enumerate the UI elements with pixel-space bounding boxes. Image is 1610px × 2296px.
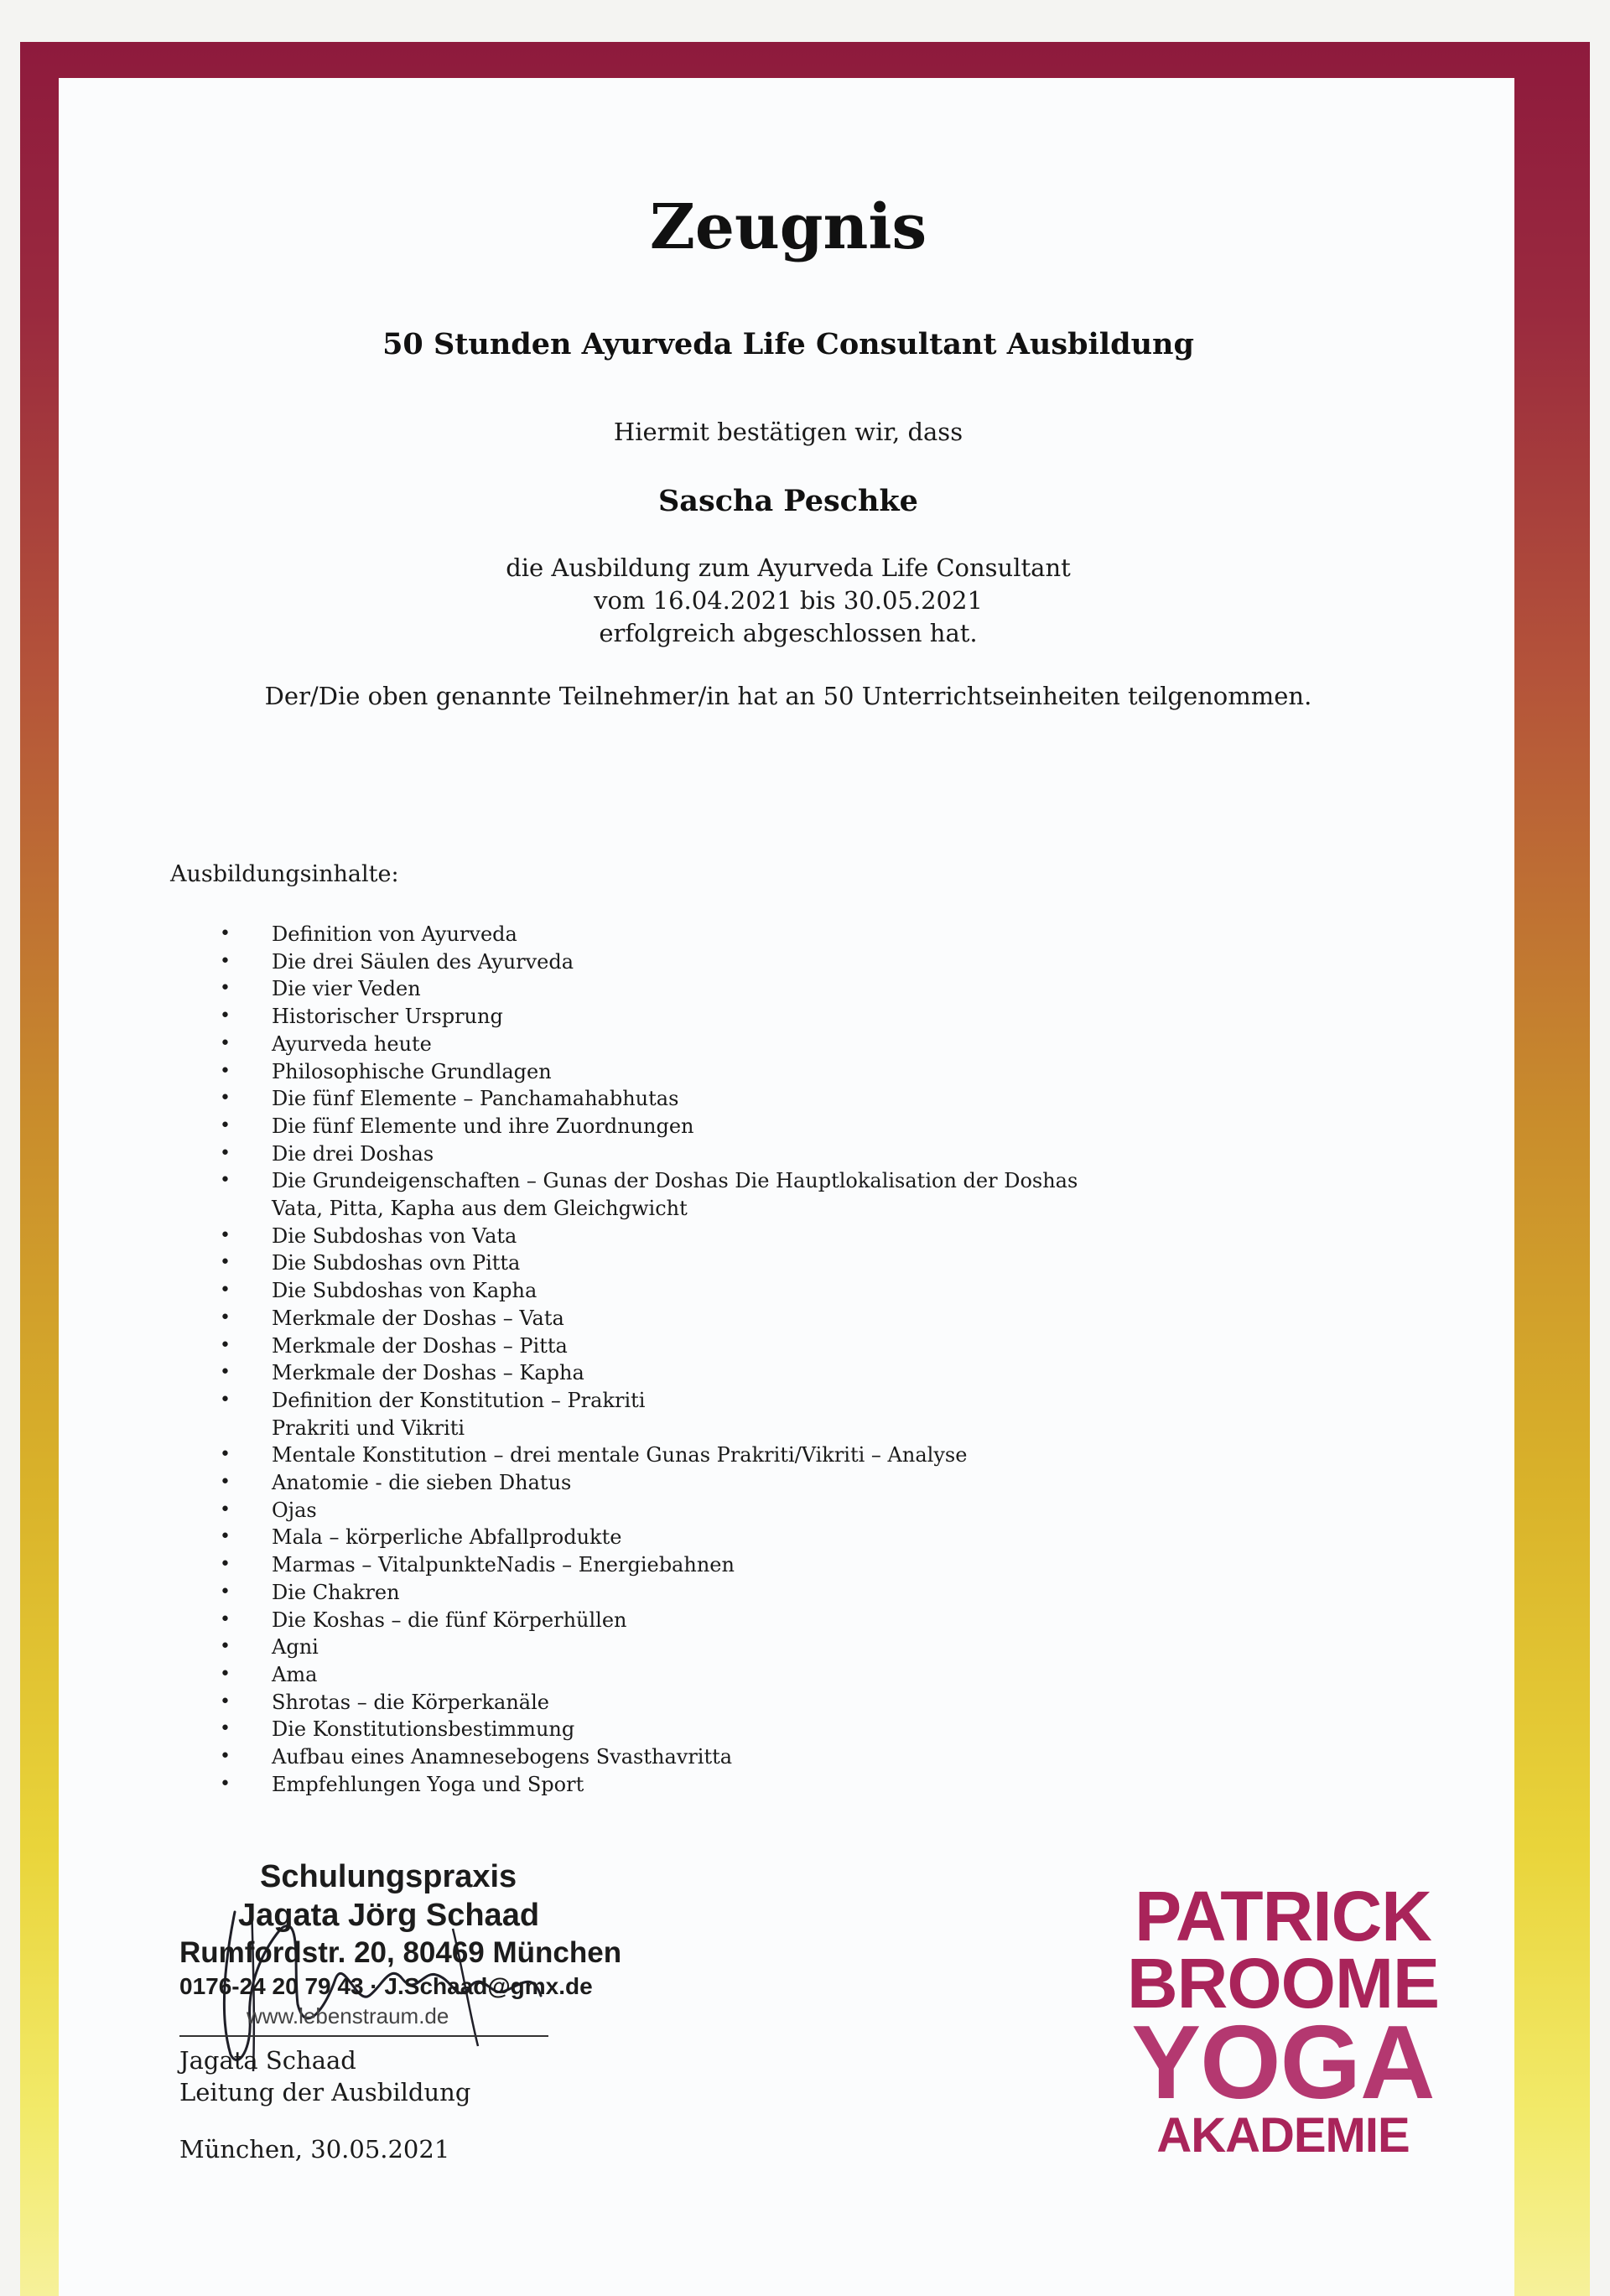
contents-item-text: Die Subdoshas von Kapha — [272, 1279, 538, 1303]
contents-item — [220, 1167, 1184, 1195]
bullet-icon: • — [220, 923, 231, 944]
contents-item — [220, 975, 1184, 1003]
period-line: vom 16.04.2021 bis 30.05.2021 — [594, 586, 983, 615]
contents-item — [220, 1743, 1184, 1771]
bullet-icon: • — [220, 1060, 231, 1082]
bullet-icon: • — [220, 1773, 231, 1795]
contents-item — [220, 1469, 1184, 1497]
contents-item — [220, 1277, 1184, 1305]
contents-item-text: Anatomie - die sieben Dhatus — [272, 1471, 572, 1495]
place-date: München, 30.05.2021 — [179, 2135, 450, 2164]
signer-role: Leitung der Ausbildung — [179, 2078, 471, 2106]
logo-line-broome: BROOME — [1127, 1944, 1439, 2023]
contents-item — [220, 1607, 1184, 1634]
bullet-icon: • — [220, 1636, 231, 1658]
contents-item — [220, 1195, 1184, 1223]
contents-item-text: Merkmale der Doshas – Kapha — [272, 1361, 584, 1385]
bullet-icon: • — [220, 1252, 231, 1274]
contents-list — [220, 921, 1184, 1799]
contents-item-text: Prakriti und Vikriti — [272, 1416, 465, 1440]
contents-item-text: Die drei Doshas — [272, 1141, 434, 1166]
contents-item-text: Marmas – VitalpunkteNadis – Energiebahnen — [272, 1553, 735, 1577]
bullet-icon: • — [220, 1718, 231, 1740]
bullet-icon: • — [220, 1170, 231, 1192]
bullet-icon: • — [220, 1499, 231, 1520]
bullet-icon: • — [220, 1444, 231, 1466]
contents-item-text: Die Konstitutionsbestimmung — [272, 1717, 575, 1742]
logo-line-patrick: PATRICK — [1135, 1877, 1431, 1956]
stamp-line-contact: 0176-24 20 79 43 · J.Schaad@gmx.de — [179, 1973, 593, 1999]
contents-item — [220, 1359, 1184, 1387]
bullet-icon: • — [220, 1691, 231, 1712]
confirm-text: Hiermit bestätigen wir, dass — [613, 418, 963, 446]
contents-item-text: Ojas — [272, 1498, 317, 1522]
contents-item — [220, 1140, 1184, 1168]
contents-item — [220, 1223, 1184, 1250]
bullet-icon: • — [220, 1005, 231, 1027]
contents-item — [220, 1031, 1184, 1058]
bullet-icon: • — [220, 1224, 231, 1246]
stamp-line-address: Rumfordstr. 20, 80469 München — [179, 1936, 622, 1969]
contents-item-text: Aufbau eines Anamnesebogens Svasthavritta — [272, 1745, 733, 1769]
contents-item — [220, 1551, 1184, 1579]
contents-item — [220, 948, 1184, 976]
bullet-icon: • — [220, 950, 231, 972]
contents-item — [220, 1524, 1184, 1551]
contents-item — [220, 1058, 1184, 1086]
contents-item-text: Mala – körperliche Abfallprodukte — [272, 1525, 622, 1550]
bullet-icon: • — [220, 1554, 231, 1576]
contents-item — [220, 1634, 1184, 1661]
contents-item — [220, 1387, 1184, 1415]
bullet-icon: • — [220, 978, 231, 1000]
certificate-subtitle: 50 Stunden Ayurveda Life Consultant Ausbildung — [382, 327, 1194, 361]
bullet-icon: • — [220, 1472, 231, 1493]
bullet-icon: • — [220, 1142, 231, 1164]
contents-item-text: Die fünf Elemente und ihre Zuordnungen — [272, 1114, 694, 1138]
contents-item — [220, 1441, 1184, 1469]
bullet-icon: • — [220, 1032, 231, 1054]
academy-logo — [1115, 1877, 1451, 2163]
contents-item — [220, 1305, 1184, 1332]
bullet-icon: • — [220, 1334, 231, 1356]
stamp-line-website: www.lebenstraum.de — [247, 2003, 449, 2028]
contents-item-text: Definition von Ayurveda — [272, 922, 517, 946]
contents-item-text: Historischer Ursprung — [272, 1005, 503, 1029]
contents-item-text: Die Subdoshas von Vata — [272, 1223, 517, 1248]
contents-item-text: Die drei Säulen des Ayurveda — [272, 949, 574, 974]
signature-line — [179, 2035, 548, 2037]
participant-name: Sascha Peschke — [658, 484, 918, 518]
contents-item-text: Die Chakren — [272, 1580, 400, 1604]
contents-item — [220, 1415, 1184, 1442]
participation-line: Der/Die oben genannte Teilnehmer/in hat an 50 Unterrichtseinheiten teilgenommen. — [264, 682, 1312, 710]
contents-item-text: Vata, Pitta, Kapha aus dem Gleichgwicht — [272, 1197, 688, 1221]
stamp-line-school: Schulungspraxis — [260, 1859, 517, 1894]
contents-item-text: Empfehlungen Yoga und Sport — [272, 1772, 584, 1796]
contents-item-text: Die Koshas – die fünf Körperhüllen — [272, 1608, 627, 1632]
contents-item-text: Merkmale der Doshas – Vata — [272, 1306, 564, 1330]
signer-name: Jagata Schaad — [179, 2046, 356, 2075]
bullet-icon: • — [220, 1306, 231, 1328]
logo-line-akademie: AKADEMIE — [1156, 2108, 1410, 2163]
contents-item-text: Die Subdoshas ovn Pitta — [272, 1251, 521, 1275]
bullet-icon: • — [220, 1663, 231, 1685]
school-stamp — [179, 1857, 621, 2030]
contents-item-text: Shrotas – die Körperkanäle — [272, 1690, 549, 1714]
contents-item-text: Philosophische Grundlagen — [272, 1059, 552, 1083]
contents-item — [220, 1085, 1184, 1113]
bullet-icon: • — [220, 1362, 231, 1384]
contents-item — [220, 1003, 1184, 1031]
contents-item — [220, 1249, 1184, 1277]
bullet-icon: • — [220, 1088, 231, 1109]
contents-item — [220, 1332, 1184, 1360]
contents-item-text: Agni — [272, 1635, 319, 1660]
stamp-line-owner: Jagata Jörg Schaad — [238, 1898, 540, 1933]
contents-item-text: Merkmale der Doshas – Pitta — [272, 1333, 568, 1358]
logo-line-yoga: YOGA — [1131, 2005, 1435, 2121]
contents-item-text: Ama — [272, 1662, 318, 1686]
contents-item — [220, 1689, 1184, 1717]
bullet-icon: • — [220, 1114, 231, 1136]
contents-item — [220, 1579, 1184, 1607]
contents-item-text: Mentale Konstitution – drei mentale Gunas Prakriti/Vikriti – Analyse — [272, 1443, 968, 1467]
contents-item — [220, 1113, 1184, 1140]
bullet-icon: • — [220, 1581, 231, 1603]
bullet-icon: • — [220, 1526, 231, 1548]
bullet-icon: • — [220, 1280, 231, 1301]
course-line: die Ausbildung zum Ayurveda Life Consultant — [506, 553, 1071, 582]
contents-heading: Ausbildungsinhalte: — [170, 861, 399, 887]
contents-item-text: Definition der Konstitution – Prakriti — [272, 1388, 646, 1412]
certificate-title: Zeugnis — [649, 191, 927, 263]
contents-item-text: Die fünf Elemente – Panchamahabhutas — [272, 1087, 679, 1111]
contents-item — [220, 1771, 1184, 1799]
contents-item-text: Ayurveda heute — [272, 1031, 432, 1056]
contents-item-text: Die Grundeigenschaften – Gunas der Doshas Die Hauptlokalisation der Doshas — [272, 1169, 1078, 1193]
contents-item — [220, 1497, 1184, 1525]
contents-item-text: Die vier Veden — [272, 977, 421, 1001]
contents-item — [220, 921, 1184, 948]
completed-line: erfolgreich abgeschlossen hat. — [599, 619, 978, 647]
bullet-icon: • — [220, 1746, 231, 1768]
bullet-icon: • — [220, 1608, 231, 1630]
signer-block — [179, 2044, 470, 2108]
bullet-icon: • — [220, 1389, 231, 1410]
contents-item — [220, 1661, 1184, 1689]
contents-item — [220, 1716, 1184, 1743]
